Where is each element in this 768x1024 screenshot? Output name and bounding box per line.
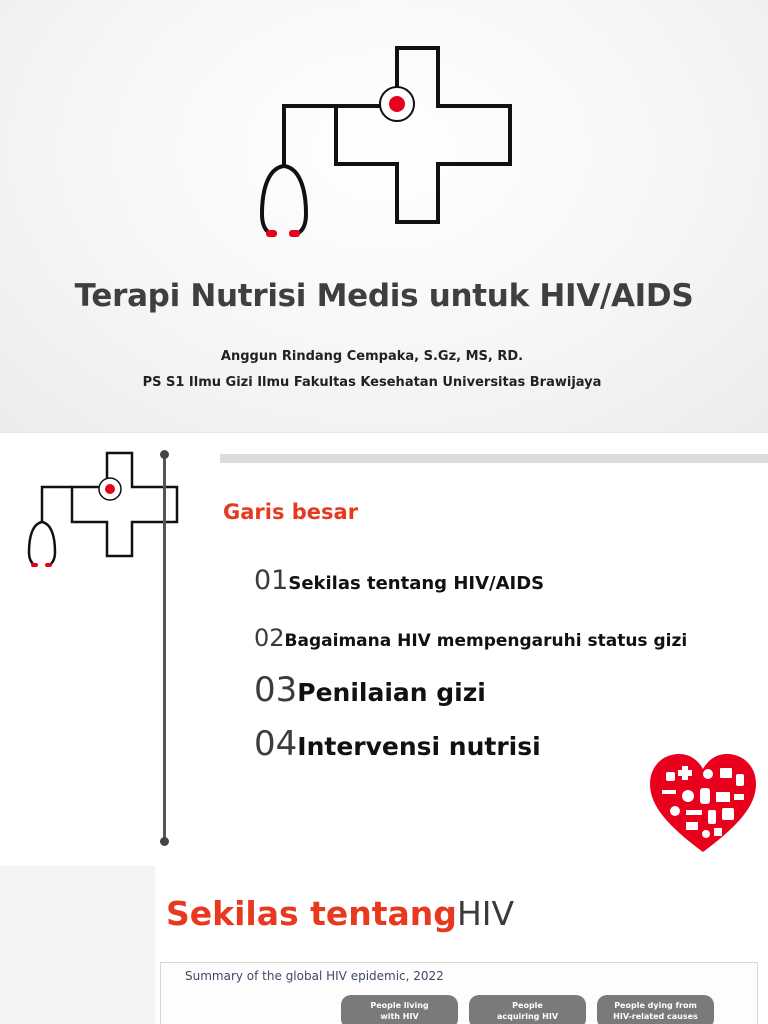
outline-item-text: Intervensi nutrisi (297, 732, 541, 761)
header-bar (220, 454, 768, 463)
author-name: Anggun Rindang Cempaka, S.Gz, MS, RD. (220, 349, 524, 364)
outline-item-number: 04 (254, 724, 298, 764)
pill-line: People living (370, 1001, 429, 1010)
outline-item-number: 01 (254, 565, 289, 596)
epidemic-summary-figure (160, 962, 758, 1024)
outline-heading: Garis besar (223, 500, 359, 524)
slide-divider (0, 432, 768, 433)
medical-heart-icon (648, 752, 758, 856)
outline-item (254, 624, 687, 652)
pill-line: HIV-related causes (613, 1012, 698, 1021)
outline-slide (0, 434, 768, 864)
pill-line: People dying from (614, 1001, 697, 1010)
stethoscope-cross-logo-icon (252, 44, 518, 240)
stat-pill-acquiring-hiv (469, 995, 586, 1024)
slide-title (166, 894, 514, 933)
hiv-overview-slide (0, 866, 768, 1024)
outline-item-number: 03 (254, 670, 298, 710)
pill-line: with HIV (380, 1012, 419, 1021)
timeline-dot-bottom (160, 837, 169, 846)
stat-pill-living-with-hiv (341, 995, 458, 1024)
figure-title: Summary of the global HIV epidemic, 2022 (185, 969, 444, 983)
stethoscope-cross-logo-icon (24, 450, 184, 572)
outline-item (254, 565, 544, 596)
slide-title: Terapi Nutrisi Medis untuk HIV/AIDS (74, 278, 694, 314)
stat-pill-dying-hiv (597, 995, 714, 1024)
pill-line: People (512, 1001, 543, 1010)
pill-line: acquiring HIV (496, 1012, 559, 1021)
title-rest: HIV (456, 894, 515, 933)
title-highlight: Sekilas tentang (166, 894, 457, 933)
timeline-dot-top (160, 450, 169, 459)
outline-item-text: Penilaian gizi (297, 678, 486, 707)
timeline-line (163, 454, 166, 842)
title-slide (0, 0, 768, 432)
outline-item (254, 670, 486, 710)
outline-item (254, 724, 541, 764)
outline-item-text: Sekilas tentang HIV/AIDS (288, 573, 545, 594)
outline-item-text: Bagaimana HIV mempengaruhi status gizi (284, 631, 688, 651)
author-affiliation: PS S1 Ilmu Gizi Ilmu Fakultas Kesehatan Universitas Brawijaya (142, 375, 602, 390)
outline-item-number: 02 (254, 624, 285, 652)
